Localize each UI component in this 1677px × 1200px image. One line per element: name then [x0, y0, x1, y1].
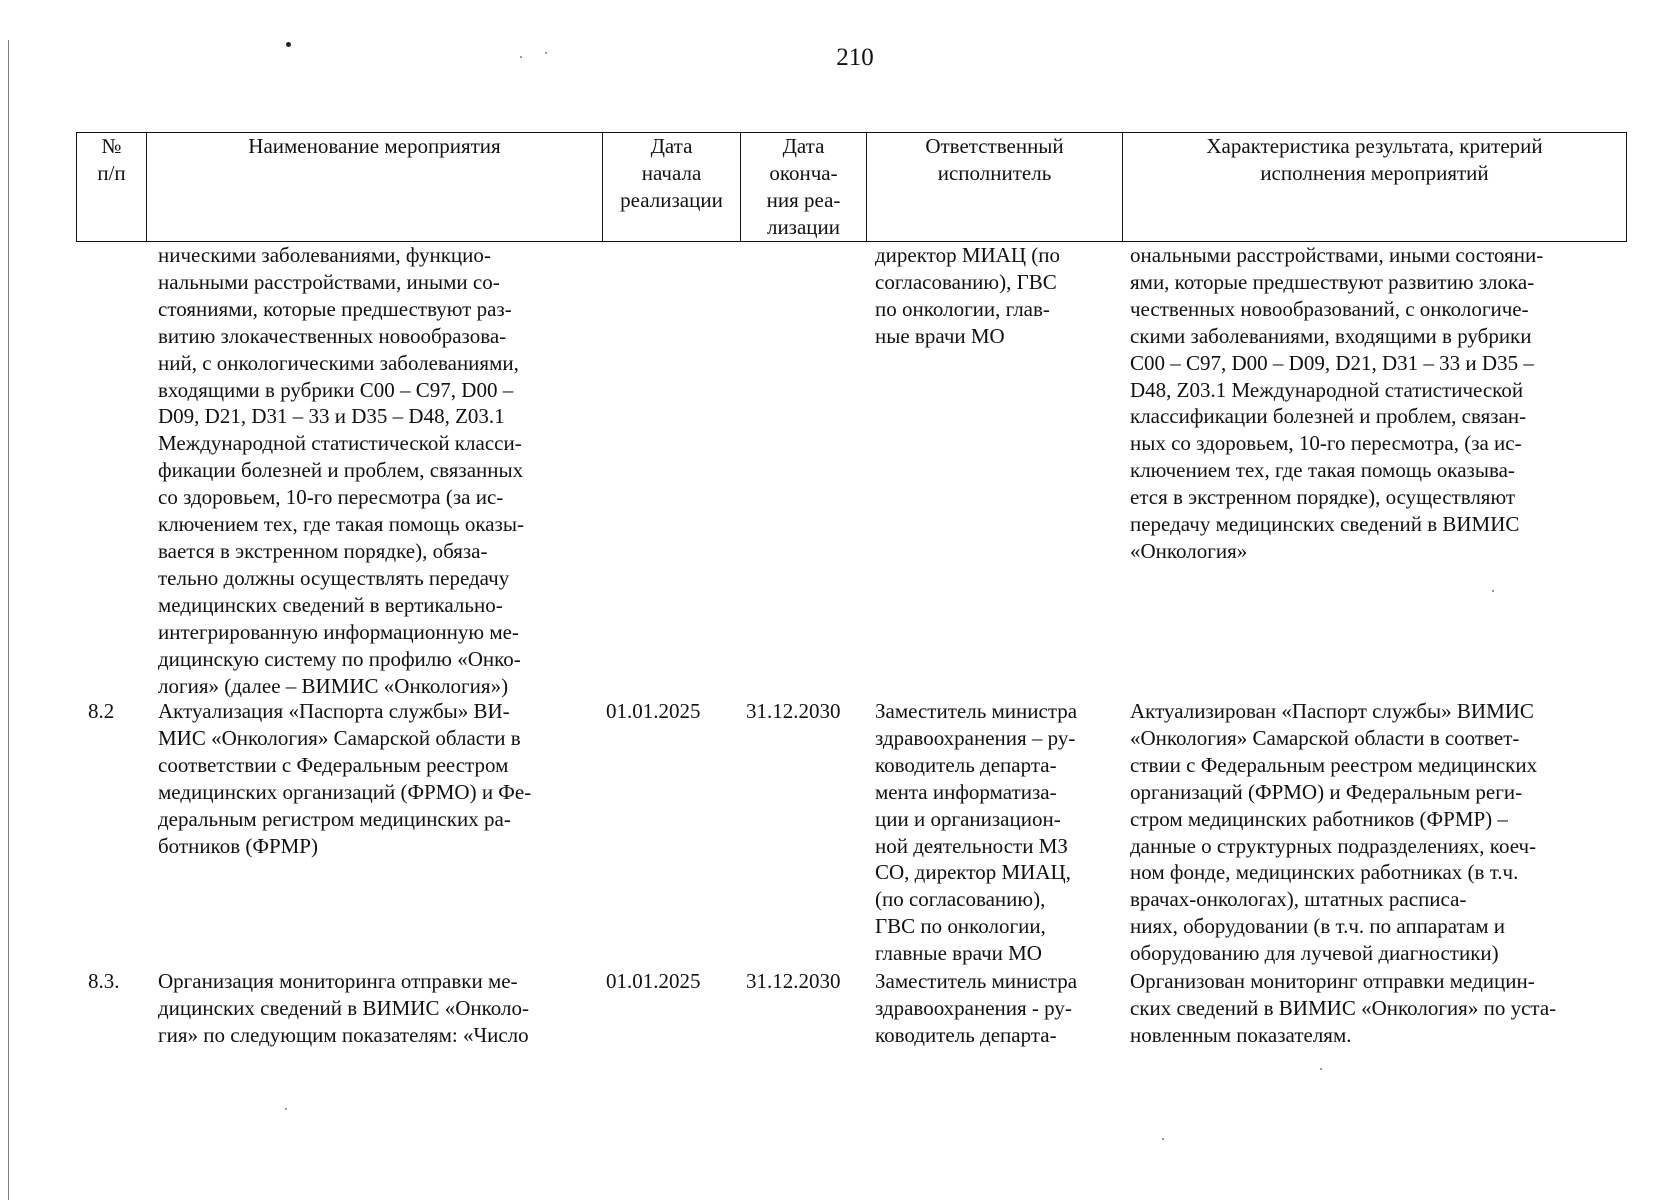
header-event-name: Наименование мероприятия	[147, 133, 603, 242]
scan-speck	[285, 1108, 287, 1110]
row-result: Актуализирован «Паспорт службы» ВИМИС «Онкология» Самарской области в соответ- ствии с Федеральным реестром медицинских организаций (ФРМО) и Федеральным реги- стром медицинских работников (ФРМР) – данные о структурных подразделениях, коеч- ном фонде, медицинских работниках (в т.ч. врачах-онкологах), штатных расписа- ниях, оборудовании (в т.ч. по аппаратам и оборудованию для лучевой диагностики)	[1130, 699, 1538, 966]
row-responsible: Заместитель министра здравоохранения – ру- ководитель департа- мента информатиза- ции и организацион- ной деятельности МЗ СО, директор МИАЦ, (по согласованию), ГВС по онкологии, главные врачи МО	[875, 699, 1078, 966]
header-row	[77, 133, 1627, 242]
page-left-edge	[8, 40, 9, 1200]
scan-speck	[520, 56, 522, 58]
header-responsible: Ответственный исполнитель	[867, 133, 1123, 242]
row-responsible: Заместитель министра здравоохранения - ру- ководитель департа-	[875, 969, 1078, 1047]
row-end-date: 31.12.2030	[746, 969, 841, 993]
header-start-date: Дата начала реализации	[603, 133, 741, 242]
scan-speck	[1320, 1068, 1322, 1070]
scan-speck	[1162, 1138, 1164, 1140]
header-result: Характеристика результата, критерий исполнения мероприятий	[1123, 133, 1627, 242]
row-number: 8.2	[88, 699, 115, 723]
scan-smudge	[286, 42, 291, 47]
row-start-date: 01.01.2025	[606, 699, 701, 723]
scan-speck	[1492, 590, 1494, 592]
header-number: № п/п	[77, 133, 147, 242]
row-result: ональными расстройствами, иными состояни- ями, которые предшествуют развитию злока- чественных новообразований, с онкологиче- скими заболеваниями, входящими в рубрики С00 – С97, D00 – D09, D21, D31 – 33 и D35 – D48, Z03.1 Международной статистической классификации болезней и проблем, связан- ных со здоровьем, 10-го пересмотра, (за ис- ключением тех, где такая помощь оказыва- ется в экстренном порядке), осуществляют передачу медицинских сведений в ВИМИС «Онкология»	[1130, 243, 1544, 563]
header-end-date: Дата оконча- ния реа- лизации	[741, 133, 867, 242]
row-start-date: 01.01.2025	[606, 969, 701, 993]
row-number: 8.3.	[88, 969, 120, 993]
page-number: 210	[836, 44, 874, 71]
row-responsible: директор МИАЦ (по согласованию), ГВС по онкологии, глав- ные врачи МО	[875, 243, 1060, 348]
table-header	[76, 132, 1627, 242]
row-event-name: Актуализация «Паспорта службы» ВИ- МИС «Онкология» Самарской области в соответствии с Федеральным реестром медицинских организаций (ФРМО) и Фе- деральным регистром медицинских ра- ботников (ФРМР)	[158, 699, 532, 858]
row-end-date: 31.12.2030	[746, 699, 841, 723]
scan-speck	[545, 52, 547, 54]
row-event-name: Организация мониторинга отправки ме- дицинских сведений в ВИМИС «Онколо- гия» по следующим показателям: «Число	[158, 969, 529, 1047]
row-event-name: ническими заболеваниями, функцио- нальными расстройствами, иными со- стояниями, которые предшествуют раз- витию злокачественных новообразова- ний, с онкологическими заболеваниями, входящими в рубрики С00 – С97, D00 – D09, D21, D31 – 33 и D35 – D48, Z03.1 Международной статистической класси- фикации болезней и проблем, связанных со здоровьем, 10-го пересмотра (за ис- ключением тех, где такая помощь оказы- вается в экстренном порядке), обяза- тельно должны осуществлять передачу медицинских сведений в вертикально- интегрированную информационную ме- дицинскую систему по профилю «Онко- логия» (далее – ВИМИС «Онкология»)	[158, 243, 524, 698]
row-result: Организован мониторинг отправки медицин- ских сведений в ВИМИС «Онкология» по уста- новленным показателям.	[1130, 969, 1557, 1047]
